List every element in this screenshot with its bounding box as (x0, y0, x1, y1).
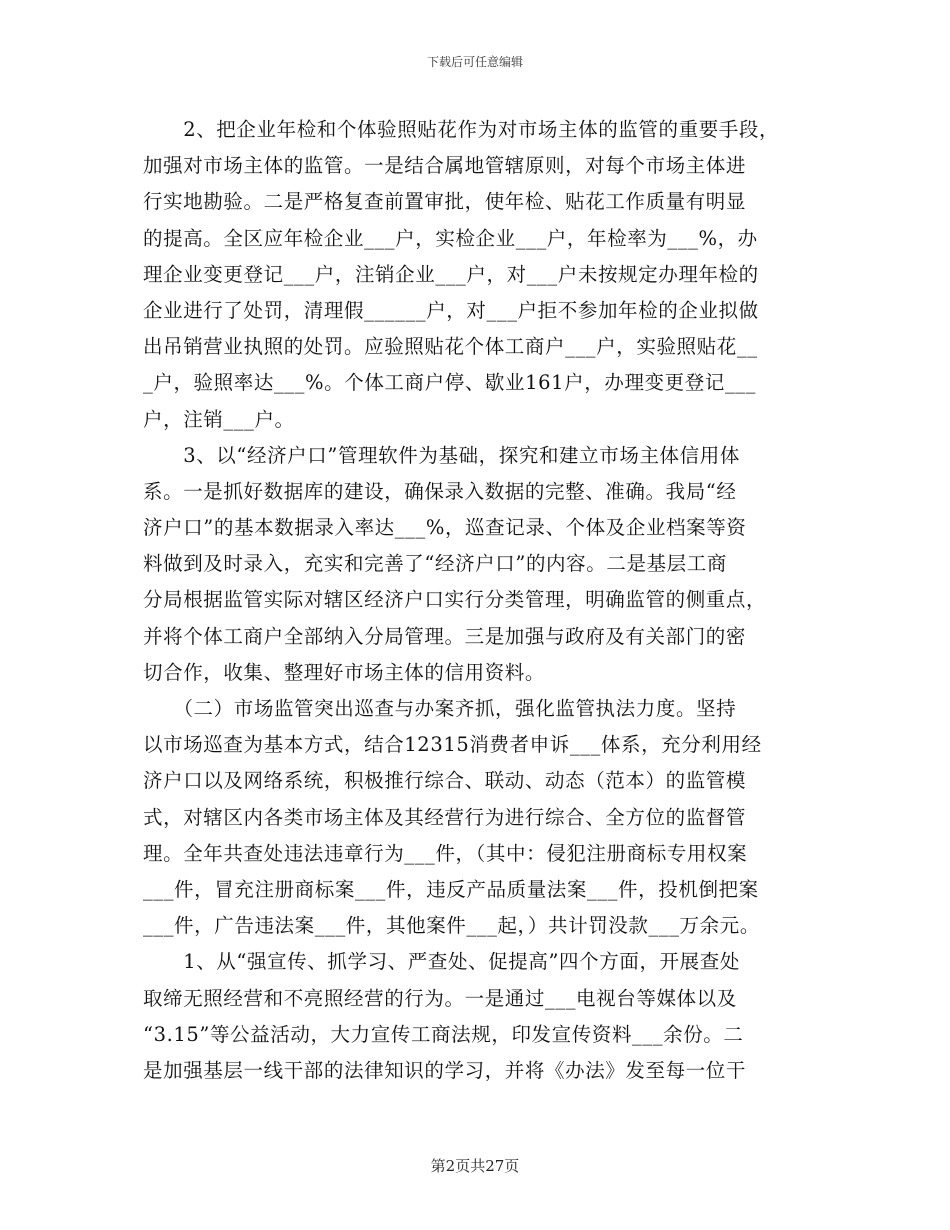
text-line: 料做到及时录入，充实和完善了“经济户口”的内容。二是基层工商 (143, 552, 727, 576)
text-line: 分局根据监管实际对辖区经济户口实行分类管理，明确监管的侧重点， (143, 588, 767, 612)
text-line: （二）市场监管突出巡查与办案齐抓，强化监管执法力度。坚持 (143, 697, 737, 720)
text-line: “3.15”等公益活动，大力宣传工商法规，印发宣传资料___余份。二 (143, 1022, 744, 1046)
text-line: ___件，冒充注册商标案___件，违反产品质量法案___件，投机倒把案 (143, 877, 759, 901)
text-line: 系。一是抓好数据库的建设，确保录入数据的完整、准确。我局“经 (143, 479, 737, 503)
text-line: 户，注销___户。 (143, 407, 295, 431)
text-line: 2、把企业年检和个体验照贴花作为对市场主体的监管的重要手段， (143, 118, 780, 141)
text-line: 以市场巡查为基本方式，结合12315消费者申诉___体系，充分利用经 (143, 733, 762, 757)
text-line: 理企业变更登记___户，注销企业___户，对___户未按规定办理年检的 (143, 262, 759, 286)
text-line: 1、从“强宣传、抓学习、严查处、促提高”四个方面，开展查处 (143, 950, 740, 974)
text-line: 式，对辖区内各类市场主体及其经营行为进行综合、全方位的监督管 (143, 805, 747, 829)
page-header: 下载后可任意编辑 (426, 55, 523, 69)
text-line: 济户口以及网络系统，积极推行综合、联动、动态（范本）的监管模 (143, 769, 747, 793)
text-line: 济户口”的基本数据录入率达___%，巡查记录、个体及企业档案等资 (143, 516, 747, 540)
text-line: 取缔无照经营和不亮照经营的行为。一是通过___电视台等媒体以及 (143, 986, 737, 1010)
text-line: 理。全年共查处违法违章行为___件，（其中：侵犯注册商标专用权案 (143, 841, 748, 865)
text-line: 企业进行了处罚，清理假______户，对___户拒不参加年检的企业拟做 (143, 298, 759, 322)
text-line: 并将个体工商户全部纳入分局管理。三是加强与政府及有关部门的密 (143, 624, 747, 648)
text-line: 加强对市场主体的监管。一是结合属地管辖原则，对每个市场主体进 (143, 154, 747, 178)
text-line: 3、以“经济户口”管理软件为基础，探究和建立市场主体信用体 (143, 443, 740, 467)
text-line: ___件，广告违法案___件，其他案件___起，）共计罚没款___万余元。 (143, 914, 760, 938)
text-line: _户，验照率达___%。个体工商户停、歇业161户，办理变更登记___ (143, 371, 756, 395)
document-body (143, 112, 823, 1089)
page-number-footer: 第2页共27页 (430, 1157, 520, 1175)
text-line: 出吊销营业执照的处罚。应验照贴花个体工商户___户，实验照贴花__ (143, 335, 758, 359)
text-line: 行实地勘验。二是严格复查前置审批，使年检、贴花工作质量有明显 (143, 190, 747, 214)
text-line: 切合作，收集、整理好市场主体的信用资料。 (143, 660, 546, 684)
text-line: 是加强基层一线干部的法律知识的学习，并将《办法》发至每一位干 (143, 1058, 747, 1082)
text-line: 的提高。全区应年检企业___户，实检企业___户，年检率为___%，办 (143, 226, 758, 250)
